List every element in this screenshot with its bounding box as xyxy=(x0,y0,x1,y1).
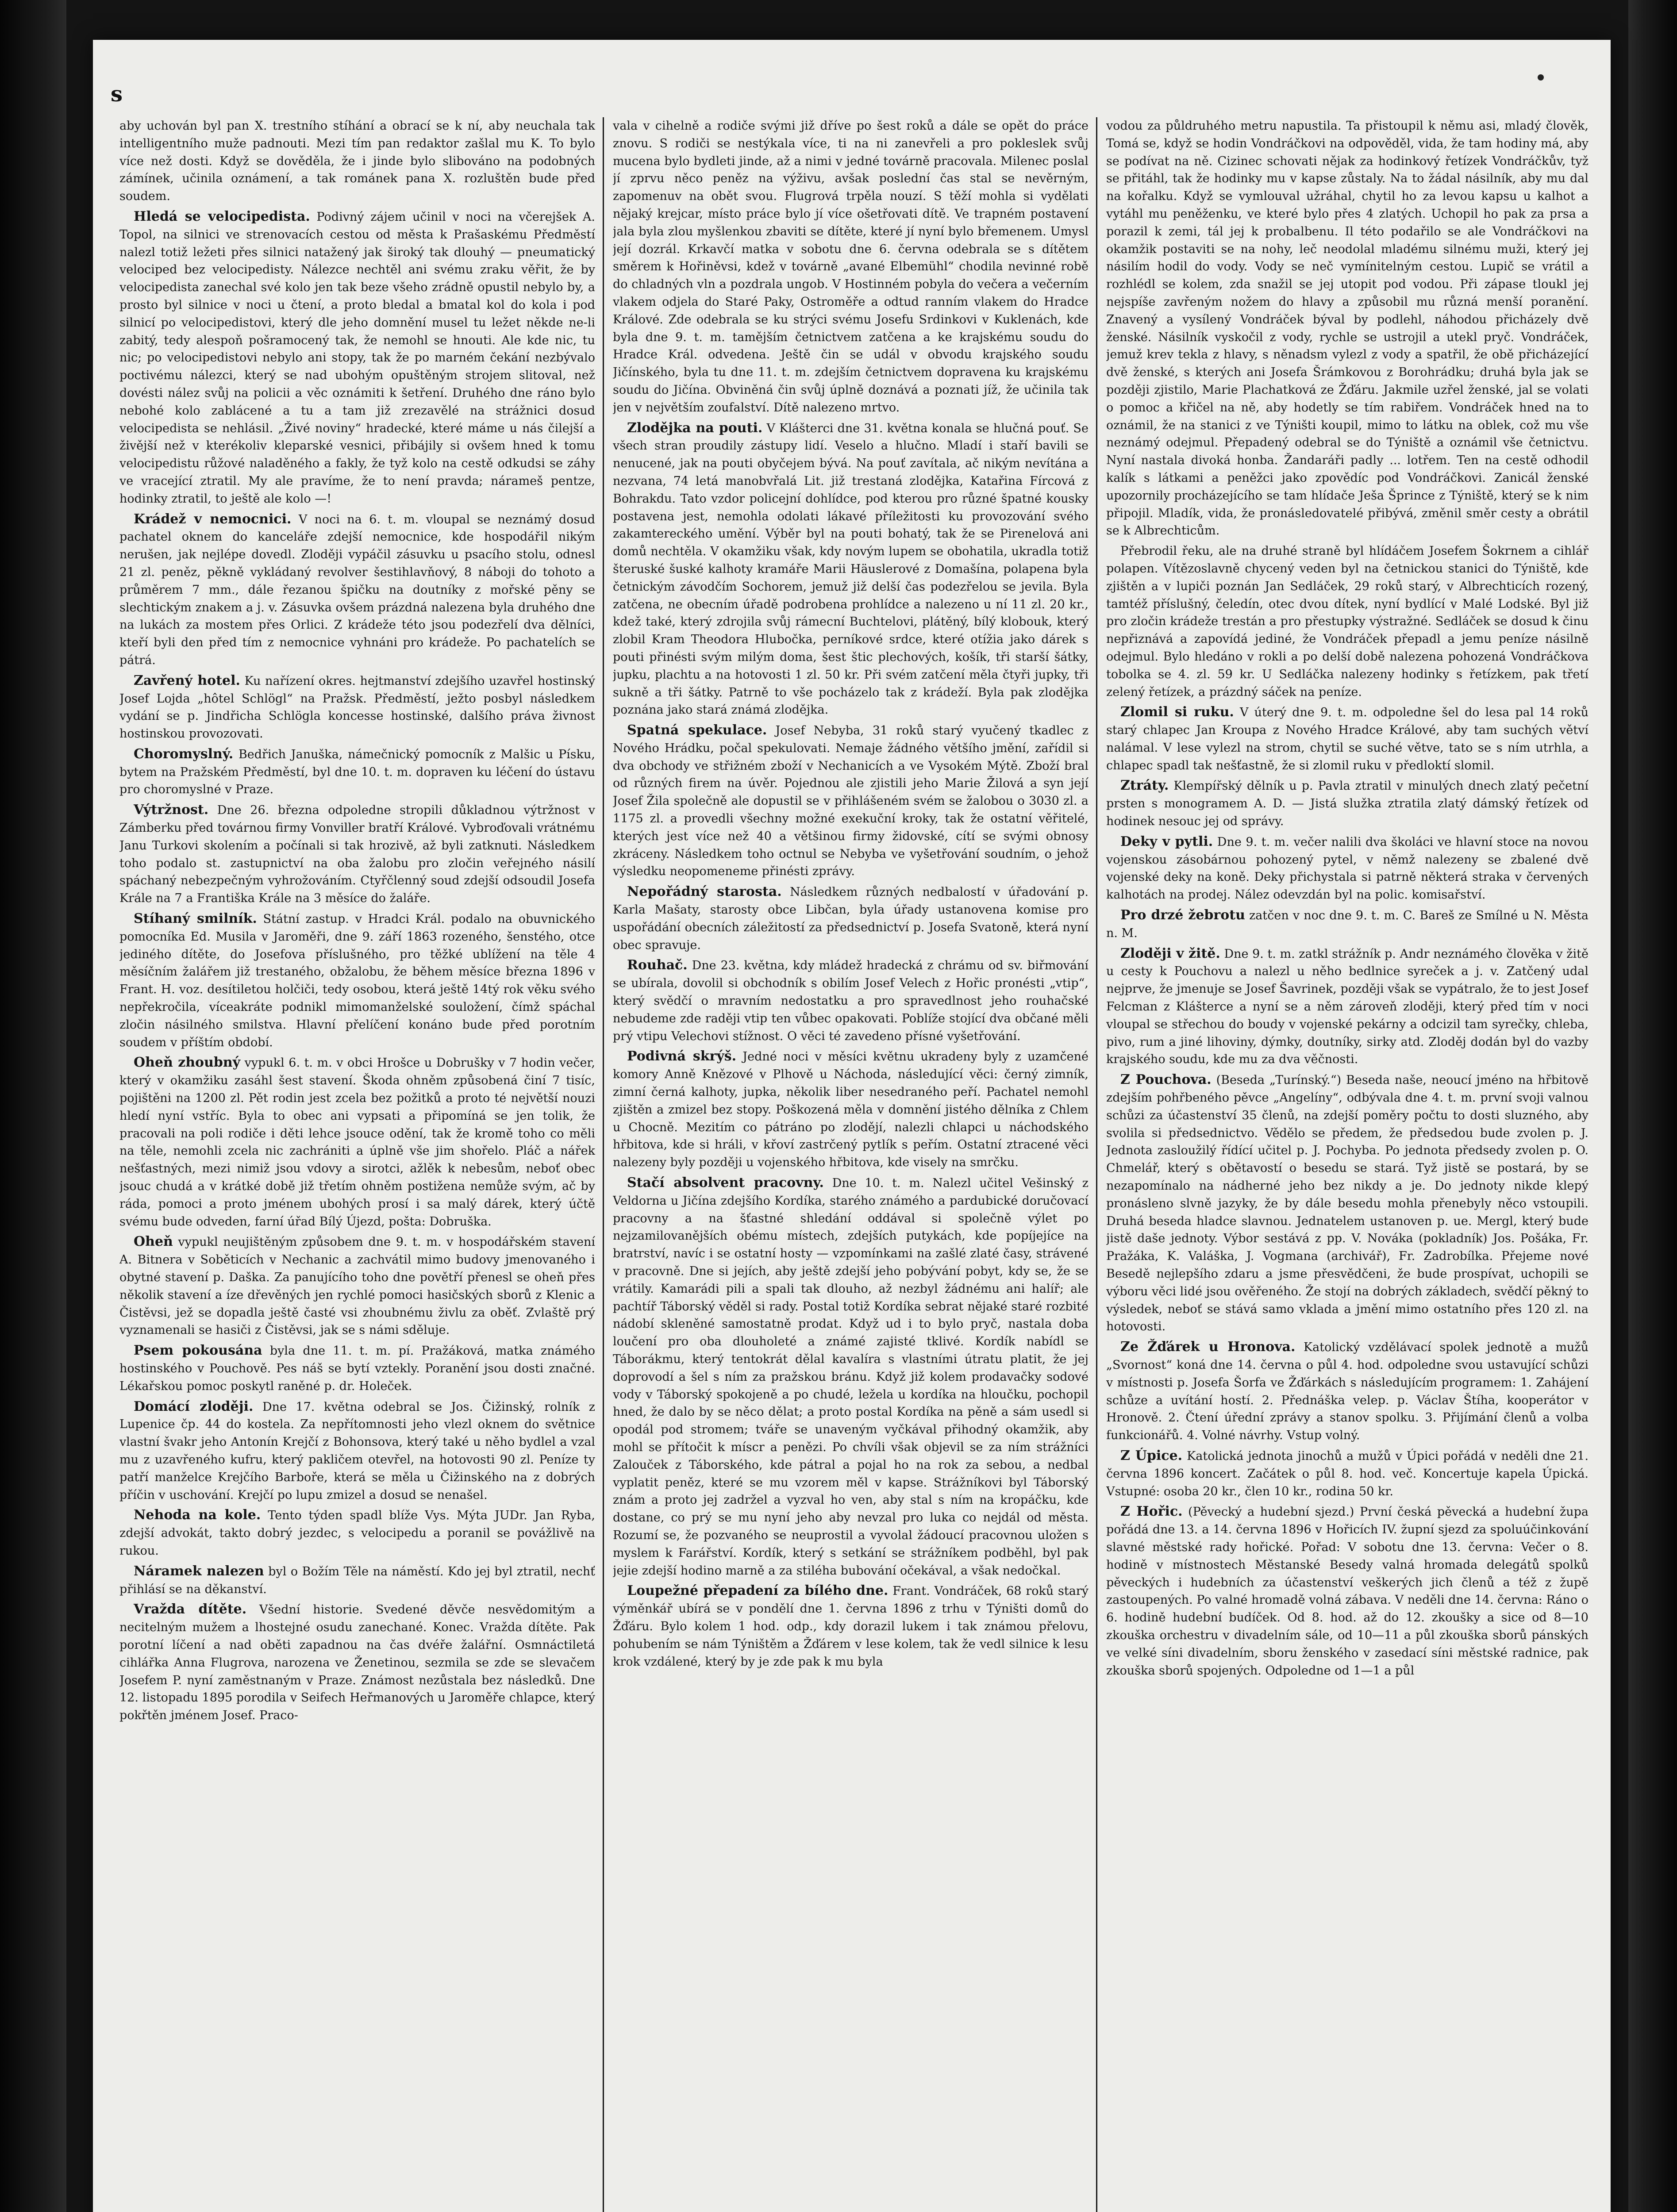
article-text: Dne 9. t. m. zatkl strážník p. Andr neznámého člověka v žitě u cesty k Pouchovu a nalezl u něho bedlnice syreček a j. v. Zatčený udal nejprve, že jmenuje se Josef Šavrinek, později však se vypátralo, že to jest Josef Felcman z Klášterce a nyní se a něm zároveň zloději, který před tím v noci vloupal se střechou do boudy v vojenské pekárny a odcizil tam syrečky, chleba, pivo, rum a jiné lihoviny, dýmky, doutníky, sirky atd. Zloděj dodán byl do vazby krajského soudu, kde mu za dva věčnosti. xyxy=(1106,947,1589,1067)
article-heading: Oheň xyxy=(134,1234,173,1250)
article-heading: Výtržnost. xyxy=(134,802,209,818)
article-paragraph xyxy=(119,801,595,907)
article-heading: Nehoda na kole. xyxy=(134,1507,261,1523)
article-heading: Spatná spekulace. xyxy=(627,722,767,738)
article-heading: Stačí absolvent pracovny. xyxy=(627,1175,824,1191)
column-1 xyxy=(119,117,595,2212)
article-heading: Deky v pytli. xyxy=(1120,833,1213,849)
article-heading: Domácí zloději. xyxy=(134,1398,254,1414)
article-text: Dne 10. t. m. Nalezl učitel Vešinský z Veldorna u Jičína zdejšího Kordíka, starého známého a pardubické doručovací pracovny a na šťastné shledání oddával si společně výlet po nejzamilovanějších obému místech, zdejších putykách, kde popíjejíce na bratrství, navíc i se ostatní hosty — vzpomínkami na zašlé zlaté časy, strávené v pracovně. Dne si jejích, aby ještě zdejší jeho pobývání pobyt, kdy se, že se vrátily. Kamarádi pili a spali tak dlouho, až nezbyl žádnému ani halíř; ale pachtíř Táborský věděl si rady. Postal totiž Kordíka sebrat nějaké staré rozbité nádobí skleněné samostatně prodat. Když ud i to bylo pryč, nastala doba loučení pro oba dlouholeté a známé zajisté tklivé. Kordík nabídl se Táborákmu, který tentokrát dělal kavalíra s vlastními útratu platit, že jej doprovodí a šel s ním za pražskou bránu. Když již kolem prodavačky sodové vody v Táborský spokojeně a po chudé, ležela u kordíka na hloučku, pochopil hned, že dalo by se něco dělat; a proto postal Kordíka na pěně a sám usedl si opodál pod stromem; tváře se unaveným vyčkával přihodný okamžik, aby mohl se přítočit k míscr a penězi. Po chvíli však objevil se za ním strážníci Zalouček z Táborského, kde pátral a pojal ho na rok za sebou, a nedbal vyplatit peněz, které se mu vzorem měl v kapse. Strážníkovi byl Táborský znám a proto jej zadržel a vyzval ho ven, aby stal s ním na kropáčku, kde dostane, co prý se mu nyní jeho aby nevzal pro luka co nejdál od města. Rozumí se, že pozvaného se neuprostil a vyvolal žádoucí pracovnou uložen s myslem k Farářství. Kordík, který s setkání se strážníkem podběhl, byl pak jejie zdejší hodino marně a za stiléha bubování očekával, a však nedočkal. xyxy=(613,1176,1089,1578)
article-text: Dne 23. května, kdy mládež hradecká z chrámu od sv. biřmování se ubírala, dovolil si obchodník s obilím Josef Velech z Hořic pronésti „vtip“, který svědčí o mravním nedostatku a pro spravedlnost jeho rouhačské nebudeme zde raději vtip ten vůbec opakovati. Poblíže stojící dva občané měli prý vtipu Velechovi stížnost. O věci té zavedeno přísné vyšetřování. xyxy=(613,959,1089,1043)
article-paragraph xyxy=(119,1398,595,1504)
article-heading: Podivná skrýš. xyxy=(627,1048,737,1064)
article-heading: Zlodějka na pouti. xyxy=(627,420,763,436)
article-paragraph xyxy=(119,1054,595,1230)
article-heading: Zloději v žitě. xyxy=(1120,945,1220,961)
article-heading: Loupežné přepadení za bílého dne. xyxy=(627,1583,889,1599)
article-heading: Nepořádný starosta. xyxy=(627,884,782,900)
article-paragraph xyxy=(1106,1071,1589,1336)
scan-edge-right xyxy=(1628,0,1677,2212)
article-text: (Beseda „Turínský.“) Beseda naše, neoucí jméno na hřbitově zdejším pohřbeného pěvce „Angelíny“, odbývala dne 4. t. m. první svoji valnou schůzi za účastenství 35 členů, na zdejší poměry počtu to dosti sluzného, aby svolila si předsednictvo. Vědělo se předem, že předsedou bude zvolen p. J. Jednota zasloužilý řídící učitel p. J. Pochyba. Po jednota předsedy zvolen p. O. Chmelář, který s obětavostí o besedu se stará. Tyž jistě se postará, by se nezapomínalo na nádherné jeho bez nikdy a je. Do jednoty nikde klepý pronásleno slvně jazyky, že by dále besedu mohla přenebyly něco vstoupili. Druhá beseda hladce slavnou. Jednatelem ustanoven p. ue. Mergl, který bude jistě daše jednoty. Výbor sestává z pp. V. Nováka (pokladník) Jos. Pošáka, Fr. Pražáka, K. Valáška, J. Vogmana (archivář), Fr. Zadrobílka. Přejeme nové Besedě nejlepšího zdaru a jsme přesvědčeni, že bude prospívat, uchopili se výboru věci lidé jsou ověřeného. Že stojí na dobrých základech, svědčí pěkný to výsledek, neboť se stává samo vklada a jmění mimo ostatního přes 120 zl. na hotovosti. xyxy=(1106,1073,1589,1334)
article-heading: Psem pokousána xyxy=(134,1343,262,1359)
article-heading: Vražda dítěte. xyxy=(134,1601,247,1617)
article-heading: Ze Žďárek u Hronova. xyxy=(1120,1339,1296,1355)
article-heading: Ztráty. xyxy=(1120,778,1169,794)
article-paragraph xyxy=(119,672,595,743)
column-rule xyxy=(603,117,604,2212)
article-paragraph xyxy=(119,1563,595,1598)
column-2 xyxy=(613,117,1089,2212)
article-text: byl o Božím Těle na náměstí. Kdo jej byl ztratil, nechť přihlásí se na děkanství. xyxy=(119,1564,595,1596)
article-paragraph xyxy=(119,208,595,508)
article-text: aby uchován byl pan X. trestního stíhání a obrací se k ní, aby neuchala tak intelligentního muže padnouti. Mezi tím pan redaktor zašlal mu K. To bylo více než dosti. Když se dověděla, že i jinde bylo slibováno na podobných zámínek, učinila oznámení, a tak románek pana X. rozluštěn bude před soudem. xyxy=(119,119,595,204)
article-paragraph xyxy=(613,1174,1089,1579)
article-text: vala v cihelně a rodiče svými již dříve po šest roků a dále se opět do práce znovu. S rodiči se nestýkala více, ti na ni zanevřeli a pro pokleslek svůj mucena bylo bydleti jinde, až a nimi v jedné továrně pracovala. Milenec poslal jí zprvu něco peněz na výživu, avšak poslední čas stal se nevěrným, zapomenuv na obět svou. Flugrová trpěla nouzí. S těží mohla si vydělati nějaký krejcar, místo práce bylo jí více ošetřovati dítě. Ve trapném postavení jala byla zlou myšlenkou zbaviti se dítěte, které jí nyní bylo břemenem. Umysl její dozrál. Krkavčí matka v sobotu dne 6. června odebrala se s dítětem směrem k Hořiněvsi, kdež v továrně „avané Elbemühl“ chodila nevinné robě do chladných vln a pozdrala ungob. V Hostinném pobyla do večera a večerním vlakem odjela do Staré Paky, Ostroměře a odtud ranním vlakem do Hradce Králové. Zde odebrala se ku strýci svému Josefu Srdinkovi v Kuklenách, kde byla dne 9. t. m. tamějším četnictvem zatčena a ke krajskému soudu do Hradce Král. odvedena. Ještě čin se udál v obvodu krajského soudu Jičínského, byla tu dne 11. t. m. zdejším četnictvem dopravena ku krajskému soudu do Jičína. Obviněná čin svůj úplně doznává a poznati jíž, že učinila tak jen v největším zoufalství. Dítě nalezeno mrtvo. xyxy=(613,119,1089,415)
article-paragraph xyxy=(119,1506,595,1559)
article-paragraph xyxy=(119,117,595,205)
article-paragraph xyxy=(119,1342,595,1395)
article-heading: Pro drzé žebrotu xyxy=(1120,907,1245,923)
article-paragraph xyxy=(1106,703,1589,774)
article-text: Dne 9. t. m. večer nalili dva školáci ve hlavní stoce na novou vojenskou zásobárnou pohozený pytel, v němž nalezeny se zbalené dvě vojenské deky na koně. Deky přichystala si patrně některá straka v červených kalhotách na prodej. Nález odevzdán byl na polic. komisařství. xyxy=(1106,835,1589,902)
article-text: Frant. Vondráček, 68 roků starý výměnkář ubírá se v pondělí dne 1. června 1896 z trhu v Týništi domů do Žďáru. Bylo kolem 1 hod. odp., kdy dorazil lukem i tak známou přelovu, pohubením se nám Týništěm a Žďárem v lese kolem, tak že vedl silnice k lesu krok vzdálené, který by je zde pak k mu byla xyxy=(613,1584,1089,1669)
article-text: Ku nařízení okres. hejtmanství zdejšího uzavřel hostinský Josef Lojda „hôtel Schlögl“ na Pražsk. Předměstí, ježto posbyl následkem vydání se p. Jindřicha Schlögla koncesse hostinské, dalšího práva živnost hostinskou provozovati. xyxy=(119,674,595,741)
article-text: vypukl 6. t. m. v obci Hrošce u Dobrušky v 7 hodin večer, který v okamžiku zasáhl šest stavení. Škoda ohněm způsobená činí 7 tisíc, pojištěni na 1200 zl. Pět rodin jest zcela bez požitků a proto té největší nouzi hledí nyní vstříc. Byla to obec ani vypsati a připomíná se jen tolik, že pracovali na poli rodiče i děti lehce jsouce odění, tak že kromě toho co měli na těle, nemohli zcela nic zachrániti a úplně vše jim shořelo. Pláč a nářek nešťastných, mezi nimiž jsou vdovy a sirotci, ažlěk k nebesům, neboť obec jsouc chudá a v krátké době již třetím ohněm postižena nemůže svým, ač by ráda, pomoci a proto jménem ubohých prosí i sa malý dárek, který účtě svému bude odveden, farní úřad Bílý Újezd, pošta: Dobruška. xyxy=(119,1056,595,1229)
article-paragraph xyxy=(613,956,1089,1045)
article-heading: Krádež v nemocnici. xyxy=(134,511,292,527)
article-text: V Klášterci dne 31. května konala se hlučná pouť. Se všech stran proudily zástupy lidí. Veselo a hlučno. Mladí i staří bavili se nenucené, jak na pouti obyčejem bývá. Na pouť zavítala, ač nikým nevítána a nezvana, 74 letá manobvřalá Lit. již trestaná zlodějka, Katařina Fírcová z Bohrakdu. Tato vzdor policejní dohlídce, pod kterou pro různé špatné kousky postavena jest, nemohla odolati lákavé příležitosti ku provozování svého zakamtereckého umění. Výběr byl na pouti bohatý, tak že se Pirenelová ani domů nechtěla. V okamžiku však, kdy novým lupem se obohatila, ukradla totiž šteruské šuské kalhoty kramáře Marii Häuslerové z Domašína, polapena byla četnickým závodčím Sochorem, jemuž již delší čas podezřelou se jevila. Byla zatčena, ne obecním úřadě podrobena prohlídce a nalezeno u ní 11 zl. 20 kr., kdež také, který zdrojila svůj rámecní Buchtelovi, plátěný, bílý klobouk, který zlobil Kram Theodora Hlubočka, perníkové srdce, které otížia jako dárek s pouti přinésti svým milým doma, šest štic plechových, košík, tři starší šátky, jupku, plachtu a na hotovosti 1 zl. 50 kr. Při svém zatčení měla čtyři jupky, tři sukně a tři šátky. Patrně to vše pocházelo tak z krádeží. Byla pak zlodějka poznána jako stará známá zlodějka. xyxy=(613,421,1089,717)
article-paragraph xyxy=(613,1048,1089,1171)
article-paragraph xyxy=(613,1582,1089,1671)
column-3 xyxy=(1106,117,1589,2212)
article-text: V noci na 6. t. m. vloupal se neznámý dosud pachatel oknem do kanceláře zdejší nemocnice, kde hospodářil nikým nerušen, jak nejlépe dovedl. Zloději vypáčil zásuvku u psacího stolu, odnesl 21 zl. peněz, pěkně vykládaný revolver šestihlavňový, 8 náboji do tohoto a průměrem 7 mm., dále řezanou špičku na doutníky z mořské pěny se slechtickým znakem a j. v. Zásuvka ovšem prázdná nalezena byla druhého dne na lukách za mostem přes Orlici. Z krádeže této jsou podezřelí dva dělníci, kteří byli den před tím z nemocnice vyhnáni pro krádeže. Po pachatelích se pátrá. xyxy=(119,512,595,667)
article-text: Dne 17. května odebral se Jos. Čižinský, rolník z Lupenice čp. 44 do kostela. Za nepřítomnosti jeho vlezl oknem do světnice vlastní švakr jeho Antonín Krejčí z Bohonsova, který také u něho bydlel a vzal mu z uzavřeného kufru, který pakličem otevřel, na hotovosti 90 zl. Peníze ty patří manželce Krejčího Barboře, která se měla u Čižinského na z dobrých příčin v uschování. Krejčí po lupu zmizel a dosud se nenašel. xyxy=(119,1400,595,1502)
article-paragraph xyxy=(1106,1338,1589,1444)
article-paragraph xyxy=(119,910,595,1051)
article-paragraph xyxy=(1106,117,1589,540)
article-paragraph xyxy=(1106,906,1589,942)
article-text: Katolická jednota jinochů a mužů v Úpici pořádá v neděli dne 21. června 1896 koncert. Začátek o půl 8. hod. več. Koncertuje kapela Úpická. Vstupné: osoba 20 kr., člen 10 kr., rodina 50 kr. xyxy=(1106,1449,1589,1498)
article-paragraph xyxy=(613,419,1089,719)
page-marker: s xyxy=(111,82,123,107)
article-paragraph xyxy=(1106,1503,1589,1679)
article-paragraph xyxy=(1106,945,1589,1069)
article-heading: Stíhaný smilník. xyxy=(134,911,257,927)
column-rule xyxy=(1096,117,1097,2212)
article-text: zatčen v noc dne 9. t. m. C. Bareš ze Smílné u N. Města n. M. xyxy=(1106,909,1589,940)
article-text: (Pěvecký a hudební sjezd.) První česká pěvecká a hudební župa pořádá dne 13. a 14. června 1896 v Hořicích IV. župní sjezd za spoluúčinkování slavné městské rady hořické. Pořad: V sobotu dne 13. června: Večer o 8. hodině v místnostech Městanské Besedy valná hromada delegátů spolků pěveckých i hudebních za účastenství veškerých jich členů a též z župě zastoupených. Po valné hromadě volná zábava. V neděli dne 14. června: Ráno o 6. hodině hudební budíček. Od 8. hod. až do 12. zkoušky a sice od 8—10 zkouška orchestru v divadelním sále, od 10—11 a půl zkouška sborů pánských ve velké síni divadelním, sboru ženského v zasedací síni městské radnice, pak zkouška sborů spojených. Odpoledne od 1—1 a půl xyxy=(1106,1505,1589,1678)
article-paragraph xyxy=(119,1233,595,1339)
article-heading: Rouhač. xyxy=(627,957,688,973)
article-paragraph xyxy=(1106,542,1589,701)
article-heading: Z Úpice. xyxy=(1120,1448,1183,1463)
article-paragraph xyxy=(613,722,1089,880)
article-text: Katolický vzdělávací spolek jednotě a mužů „Svornost“ koná dne 14. června o půl 4. hod. odpoledne svou ustavující schůzi v místnosti p. Josefa Šorfa ve Žďárkách s následujícím programem: 1. Zahájení schůze a uvítání hostí. 2. Přednáška velep. p. Václav Štíha, kooperátor v Hronově. 2. Čtení úřední zprávy a stanov spolku. 3. Přijímání členů a volba funkcionářů. 4. Volné návrhy. Vstup volný. xyxy=(1106,1340,1589,1443)
article-heading: Choromyslný. xyxy=(134,746,234,762)
scan-edge-left xyxy=(0,0,66,2212)
article-paragraph xyxy=(119,511,595,669)
article-text: Jedné noci v měsíci květnu ukradeny byly z uzamčené komory Anně Knězové v Plhově u Náchoda, následující věci: černý zimník, zimní černá kalhoty, jupka, několik liber nesedraného peří. Pachatel nemohl zjištěn a zmizel bez stopy. Poškozená měla v domnění jistého dělníka z Chlem u Chocně. Mezitím co pátráno po zlodějí, nalezli chlapci u náchodského hřbitova, kde si hráli, v křoví zastrčený pytlík s peřím. Ostatní ztracené věci nalezeny byly později u vojenského hřbitova, kde visely na smrčku. xyxy=(613,1050,1089,1170)
newspaper-page xyxy=(93,40,1611,2212)
article-text: Všední historie. Svedené děvče nesvědomitým a necitelným mužem a lhostejné osudu zanechané. Konec. Vražda dítěte. Pak porotní líčení a nad oběti zapadnou na čas dvéře žalářní. Osmnáctiletá cihlářka Anna Flugrova, narozena ve Ženetinou, sezmila se zde se slevačem Josefem P. nyní zaměstnaným v Praze. Známost nezůstala bez následků. Dne 12. listopadu 1895 porodila v Seifech Heřmanových u Jaroměře chlapce, který pokřtěn jménem Josef. Praco- xyxy=(119,1603,595,1723)
ink-dot xyxy=(1538,74,1544,81)
article-heading: Hledá se velocipedista. xyxy=(134,208,310,224)
article-heading: Z Hořic. xyxy=(1120,1504,1183,1520)
article-text: Následkem různých nedbalostí v úřadování p. Karla Mašaty, starosty obce Libčan, byla úřady ustanovena komise pro uspořádání obecních záležitostí za předsednictví p. Josefa Svatoně, která nyní obec spravuje. xyxy=(613,885,1089,952)
article-heading: Zlomil si ruku. xyxy=(1120,704,1234,720)
article-heading: Oheň zhoubný xyxy=(134,1055,241,1071)
article-text: Dne 26. března odpoledne stropili důkladnou výtržnost v Zámberku před továrnou firmy Vonviller bratří Králové. Vybroďovali vrátnému Janu Turkovi skolením a počínali si tak hrozivě, až byli zatknuti. Následkem toho podalo st. zastupnictví na oba žalobu pro zločin veřejného násilí spáchaný nebezpečným vyhrožováním. Ctyřčlenný soud zdejší odsoudil Josefa Krále na 7 a Františka Krále na 3 měsíce do žaláře. xyxy=(119,803,595,906)
article-heading: Náramek nalezen xyxy=(134,1563,264,1579)
article-paragraph xyxy=(613,117,1089,417)
article-text: byla dne 11. t. m. pí. Pražáková, matka známého hostinského v Pouchově. Pes náš se bytí vztekly. Poranění jsou dosti značné. Lékařskou pomoc poskytl raněné p. dr. Holeček. xyxy=(119,1344,595,1393)
article-text: Přebrodil řeku, ale na druhé straně byl hlídáčem Josefem Šokrnem a cihlář polapen. Vítězoslavně chycený veden byl na četnickou stanici do Týniště, kde zjištěn a v lupiči poznán Jan Sedláček, 29 roků starý, v Albrechticích rozený, tamtéž příslušný, čeledín, otec dvou dítek, nyní bydlící v Malé Lodské. Byl již pro zločin krádeže trestán a pro přestupky výstražné. Sedláček se dosud k činu nepřiznává a zapovídá jediné, že Vondráček přepadl a jemu peníze násilně odejmul. Bylo hledáno v rokli a po delší době nalezena pohozená Vondráčkova tobolka se 4. zl. 59 kr. U Sedláčka nalezeny hodinky s řetízkem, pak třetí zelený řetízek, a prázdný sáček na peníze. xyxy=(1106,544,1589,699)
article-text: V úterý dne 9. t. m. odpoledne šel do lesa pal 14 roků starý chlapec Jan Kroupa z Nového Hradce Králové, aby tam suchých větví nalámal. V lese vylezl na strom, chytil se suché větve, tato se s ním utrhla, a chlapec spadl tak nešťastně, že si zlomil ruku v předloktí slomil. xyxy=(1106,706,1589,772)
article-heading: Zavřený hotel. xyxy=(134,672,240,688)
article-paragraph xyxy=(1106,833,1589,904)
article-paragraph xyxy=(119,745,595,799)
article-text: Josef Nebyba, 31 roků starý vyučený tkadlec z Nového Hrádku, počal spekulovati. Nemaje žádného většího jmění, zařídil si dva obchody ve střižném zboží v Nechanicích a ve Vysokém Mýtě. Zboží bral od různých firem na úvěr. Pojednou ale zjistili jeho Marie Žilová a syn její Josef Žila společně ale dopustil se v přihlášeném svém se žalobou o 3030 zl. a 1175 zl. a provedli všechny možné exekuční kroky, tak že ostatní věřitelé, kterých jest více než 40 a většinou firmy židovské, cítí se svými obnosy zkráceny. Následkem toho octnul se Nebyba ve vyšetřování soudním, o jehož výsledku neopomeneme přinésti zprávy. xyxy=(613,724,1089,879)
article-text: Podivný zájem učinil v noci na včerejšek A. Topol, na silnici ve strenovacích cestou od města k Prašaskému Předměstí nalezl totiž ležeti přes silnici natažený jak široký tak dlouhý — pneumatický velociped bez velocipedisty. Nálezce nechtěl ani svému zraku věřit, že by velocipedista zanechal své kolo jen tak beze všeho zrádně opustil nebylo by, a prosto byl silnice v noci u čtení, a proto bledal a bmatal kol do kola i pod silnicí po velocipedistovi, který dle jeho domnění musel tu ležet někde ne-li zabitý, tedy alespoň pošramocený tak, že nemohl se hnouti. Ale kde nic, tu nic; po velocipedistovi nebylo ani stopy, tak že po marném čekání nezbývalo poctivému nálezci, který se nad ubohým opuštěným strojem slitoval, než dovésti nález svůj na policii a věc oznámiti k šetření. Druhého dne ráno bylo nebohé kolo zablácené a tu a tam již zrezavělé na strážnici dosud velocipedista se nehlásil. „Živé noviny“ hradecké, které máme u nás čilejší a živější než v kterékoliv kleparské vesnici, přibájily si ovšem hned k tomu velocipedistu růžové naladěného a fakly, že tyž kolo na cestě odkudsi se záhy ve vracející ztratil. My ale pravíme, že to není pravda; nárameš pentze, hodinky ztratil, to ještě ale kolo —! xyxy=(119,210,595,506)
article-paragraph xyxy=(1106,777,1589,830)
article-paragraph xyxy=(1106,1447,1589,1500)
article-text: vypukl neujištěným způsobem dne 9. t. m. v hospodářském stavení A. Bitnera v Soběticích v Nechanic a zachvátil mimo budovy jmenovaného i obytné stavení p. Daška. Za panujícího toho dne povětří přenesl se oheň přes několik stavení a íze dřevěných jen rychlé pomoci hasičských sborů z Klenic a Čistěvsi, jež se dopadla ještě časté vsi zhoubnému živlu za oběť. Zvlaště prý vyznamenali se hasiči z Čistěvsi, jak se s námi sděluje. xyxy=(119,1235,595,1337)
article-text: vodou za půldruhého metru napustila. Ta přistoupil k němu asi, mladý člověk, Tomá se, když se hodin Vondráčkovi na odpověděl, vida, že tam hodiny má, aby se podívat na ně. Cizinec schovati nějak za hodinkový řetízek Vondráčkův, tyž se přitáhl, tak že hodinky mu v kapse zůstaly. Na to žádal násilník, aby mu dal na kořalku. Když se vymlouval užráhal, chytil ho za levou kapsu u kalhot a vytáhl mu peněženku, ve které bylo přes 4 zlatých. Uchopil ho pak za prsa a porazil k zemi, tál jej k probalbenu. Il této podařilo se ale Vondráčkovi na okamžik postaviti se na nohy, leč neodolal mladému silnému muži, který jej násilím hodil do vody. Vody se neč vymínitelným cestou. Lupič se vrátil a rozhlédl se kolem, zda snažil se jej utopit pod vodou. Při zápase tloukl jej nejspíše zavřeným nožem do hlavy a způsobil mu různá menší poranění. Znavený a vysílený Vondráček býval by podlehl, náhodou přicházely dvě ženské. Násilník vyskočil z vody, rychle se ustrojil a utekl pryč. Vondráček, jemuž krev tekla z hlavy, s něnadsm vylezl z vody a spatřil, že obě přicházející dvě ženské, s kterých ani Josefa Šrámkovou z Borohrádku; druhá byla jak se později zjistilo, Marie Plachatková ze Žďáru. Jakmile uzřel ženské, jal se volati o pomoc a křičel na ně, aby hodetly se tím rabiřem. Vondráček hned na to oznámil, že na stanici z ve Týništi koupil, mimo to látku na oblek, což mu vše neznámý odejmul. Přepadený odebral se do Týniště a oznámil vše četnictvu. Nyní nastala divoká honba. Žandaráři padly ... lotřem. Ten na cestě odhodil kalík s látkami a peněžci jako zpovědíc pod Vondráčkovi. Zanicál ženské upozornily procházejícího se tam hlídače Ješa Šprince z Týniště, který se k nim připojil. Mladík, vida, že pronásledovatelé přibývá, změnil směr cesty a obrátil se k Albrechticům. xyxy=(1106,119,1589,538)
article-paragraph xyxy=(613,883,1089,954)
article-paragraph xyxy=(119,1601,595,1724)
article-text: Bedřich Januška, námečnický pomocník z Malšic u Písku, bytem na Pražském Předměstí, byl dne 10. t. m. dopraven ku léčení do ústavu pro choromyslné v Praze. xyxy=(119,747,595,797)
article-heading: Z Pouchova. xyxy=(1120,1072,1212,1088)
article-text: Klempířský dělník u p. Pavla ztratil v minulých dnech zlatý pečetní prsten s monogramem A. D. — Jistá služka ztratila zlatý dámský řetízek od hodinek nesouc jej od správy. xyxy=(1106,779,1589,829)
article-text: Státní zastup. v Hradci Král. podalo na obuvnického pomocníka Ed. Musila v Jaroměři, dne 9. září 1863 rozeného, šenstého, otce jediného dítěte, do Josefova příslušného, pro těžké ublížení na těle 4 měsíčním žalářem již trestaného, obžalobu, že během měsíce března 1896 v Frant. H. voz. desítiletou holčiči, tedy osobou, která ještě 14tý rok věku svého nepřekročila, víceakráte podnikl mimomanželské souložení, čímž spáchal zločin násilného smilstva. Hlavní přelíčení konáno bude před porotním soudem v příštím období. xyxy=(119,912,595,1049)
article-text: Tento týden spadl blíže Vys. Mýta JUDr. Jan Ryba, zdejší advokát, takto dobrý jezdec, s velocipedu a poranil se povážlivě na rukou. xyxy=(119,1509,595,1558)
